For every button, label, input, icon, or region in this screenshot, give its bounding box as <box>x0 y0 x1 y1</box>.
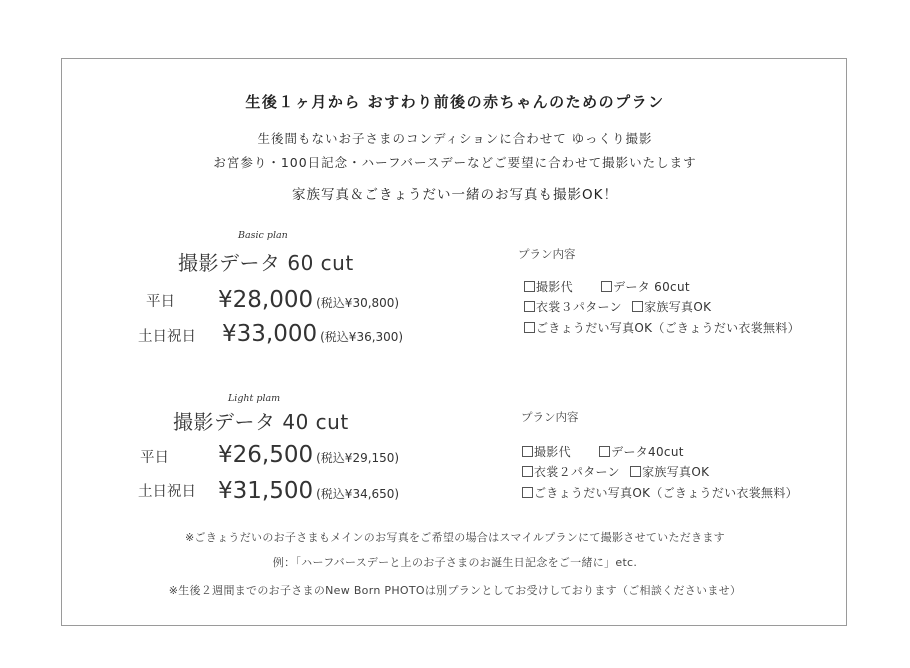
light-plan-script-label: Light plam <box>228 393 281 404</box>
checkbox-icon <box>601 281 612 292</box>
basic-item-data: データ 60cut <box>613 280 690 294</box>
light-holiday-price-value: ¥31,500 <box>218 478 314 504</box>
basic-item-family-photo: 家族写真OK <box>644 300 712 314</box>
basic-plan-script-label: Basic plan <box>238 230 288 241</box>
note-newborn: ※生後２週間までのお子さまのNew Born PHOTOは別プランとしてお受けしております（ご相談くださいませ） <box>168 584 742 597</box>
light-contents-title: プラン内容 <box>521 410 579 424</box>
basic-item-shooting-fee: 撮影代 <box>536 280 573 294</box>
light-item-row-2 <box>522 463 709 480</box>
basic-item-row-2 <box>524 298 711 315</box>
light-holiday-price-tax: (税込¥34,650) <box>316 487 400 501</box>
basic-weekday-price-value: ¥28,000 <box>218 287 314 313</box>
basic-holiday-label: 土日祝日 <box>138 329 196 345</box>
checkbox-icon <box>524 301 535 312</box>
intro-line-2: お宮参り・100日記念・ハーフバースデーなどご要望に合わせて撮影いたします <box>213 155 697 170</box>
light-holiday-price <box>218 478 399 504</box>
checkbox-icon <box>524 281 535 292</box>
light-item-siblings: ごきょうだい写真OK（ごきょうだい衣裳無料） <box>534 486 798 500</box>
intro-line-1: 生後間もないお子さまのコンディションに合わせて ゆっくり撮影 <box>257 131 653 146</box>
basic-item-costume: 衣裳３パターン <box>536 300 622 314</box>
basic-contents-title: プラン内容 <box>518 247 576 261</box>
light-item-costume: 衣裳２パターン <box>534 465 620 479</box>
family-photo-note: 家族写真＆ごきょうだい一緒のお写真も撮影OK！ <box>292 187 618 203</box>
checkbox-icon <box>522 487 533 498</box>
basic-item-row-3 <box>524 319 800 336</box>
note-example: 例：「ハーフバースデーと上のお子さまのお誕生日記念をご一緒に」etc. <box>272 556 638 569</box>
light-holiday-label: 土日祝日 <box>138 484 196 500</box>
light-item-shooting-fee: 撮影代 <box>534 445 571 459</box>
light-item-row-1 <box>522 443 684 460</box>
page-title: 生後１ヶ月から おすわり前後の赤ちゃんのためのプラン <box>245 93 665 111</box>
light-plan-title: 撮影データ 40 cut <box>173 410 349 434</box>
note-siblings: ※ごきょうだいのお子さまもメインのお写真をご希望の場合はスマイルプランにて撮影させていただきます <box>185 531 725 544</box>
light-weekday-price-value: ¥26,500 <box>218 442 314 468</box>
checkbox-icon <box>522 466 533 477</box>
basic-weekday-price-tax: (税込¥30,800) <box>316 296 400 310</box>
light-weekday-label: 平日 <box>140 450 169 466</box>
light-item-row-3 <box>522 484 798 501</box>
basic-holiday-price-tax: (税込¥36,300) <box>320 330 404 344</box>
plan-card <box>61 58 847 626</box>
basic-holiday-price <box>222 321 403 347</box>
checkbox-icon <box>632 301 643 312</box>
basic-holiday-price-value: ¥33,000 <box>222 321 318 347</box>
basic-weekday-label: 平日 <box>146 294 175 310</box>
basic-item-siblings: ごきょうだい写真OK（ごきょうだい衣裳無料） <box>536 321 800 335</box>
basic-weekday-price <box>218 287 399 313</box>
light-weekday-price-tax: (税込¥29,150) <box>316 451 400 465</box>
basic-plan-title: 撮影データ 60 cut <box>178 251 354 275</box>
light-weekday-price <box>218 442 399 468</box>
checkbox-icon <box>522 446 533 457</box>
checkbox-icon <box>630 466 641 477</box>
checkbox-icon <box>599 446 610 457</box>
light-item-data: データ40cut <box>611 445 684 459</box>
basic-item-row-1 <box>524 278 690 295</box>
checkbox-icon <box>524 322 535 333</box>
light-item-family-photo: 家族写真OK <box>642 465 710 479</box>
